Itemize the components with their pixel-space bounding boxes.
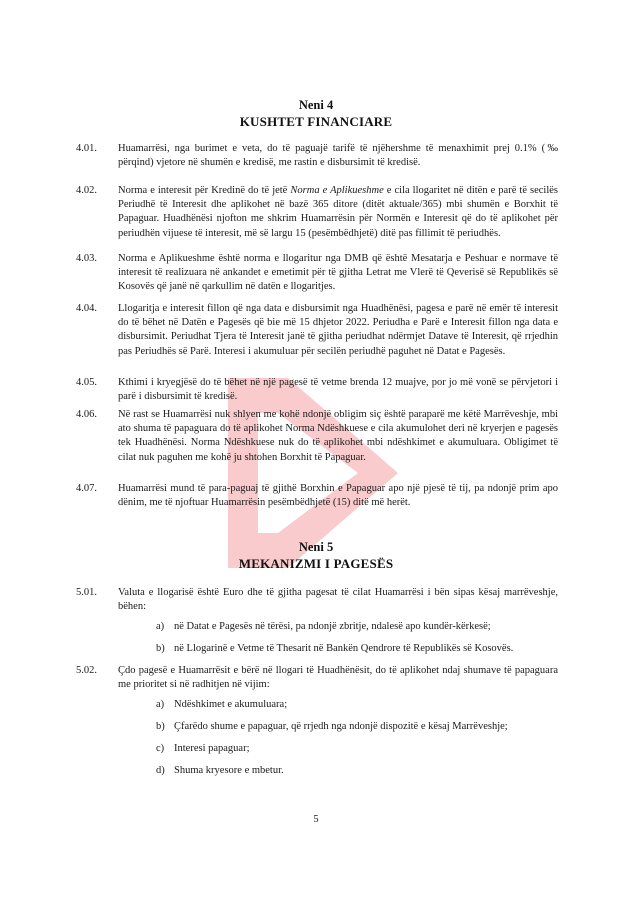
list-item: në Datat e Pagesës në tërësi, pa ndonjë zbritje, ndalesë apo kundër-kërkesë; [174, 621, 491, 632]
clause-text: Norma e interesit për Kredinë do të jetë Norma e Aplikueshme e cila llogaritet në ditën e parë të secilës Periudhë të Interesit dhe aplikohet në bazë 365 ditore (ditët aktuale/365) mbi shumën e Borxhit të Papaguar. Huadhënësi njofton me shkrim Huamarrësin për Normën e Interesit që do të aplikohet për periudhën vijuese të interesit, më së largu 15 (pesëmbëdhjetë) ditë pas fillimit të periudhës. [118, 185, 559, 239]
article-5-number: Neni 5 [298, 540, 334, 554]
list-item: Çfarëdo shume e papaguar, që rrjedh nga ndonjë dispozitë e kësaj Marrëveshje; [174, 721, 508, 732]
clause-text: Në rast se Huamarrësi nuk shlyen me kohë ndonjë obligim siç është paraparë me këtë Marrëveshje, mbi ato shuma të papaguara do të aplikohet Norma Ndëshkuese e cila akumulohet deri në kryerjen e pagesës tek Huadhënësi. Norma Ndëshkuese nuk do të aplikohet mbi ndëshkimet e akumuluara. Obligimet të cilat nuk paguhen me kohë ju shtohen Borxhit të Papaguar. [118, 409, 558, 463]
clause-number: 4.07. [76, 483, 97, 494]
list-item-letter: d) [156, 765, 165, 776]
clause-number: 4.03. [76, 253, 97, 264]
clause-text: Huamarrësi mund të para-paguaj të gjithë Borxhin e Papaguar apo një pjesë të tij, pa ndonjë prim apo dënim, me të njoftuar Huamarrësin pesëmbëdhjetë (15) ditë më herët. [118, 483, 558, 509]
clause-number: 4.02. [76, 185, 97, 196]
clause-number: 4.06. [76, 409, 97, 420]
list-item-letter: b) [156, 643, 165, 654]
clause-text: Valuta e llogarisë është Euro dhe të gjitha pagesat të cilat Huamarrësi i bën sipas kësaj marrëveshje, bëhen: [118, 587, 558, 613]
clause-number: 5.01. [76, 587, 97, 598]
clause-text: Llogaritja e interesit fillon që nga data e disbursimit nga Huadhënësi, pagesa e parë në emër të interesit do të bëhet në Datën e Pagesës që bie më 15 dhjetor 2022. Periudha e Parë e Interesit fillon nga data e disbursimit. Periudhat Tjera të Interesit janë të gjitha periudhat ndërmjet Datave të Interesit, që rrjedhin pas Periudhës së Parë. Interesi i akumuluar për secilën periudhë paguhet në Datat e Pagesës. [118, 303, 558, 357]
list-item-letter: b) [156, 721, 165, 732]
list-item: Shuma kryesore e mbetur. [174, 765, 284, 776]
clause-text: Huamarrësi, nga burimet e veta, do të paguajë tarifë të njëhershme të menaxhimit prej 0.1% (‰ përqind) vjetore në shumën e kredisë, me rastin e disbursimit të kredisë. [118, 143, 558, 169]
clause-text: Kthimi i kryegjësë do të bëhet në një pagesë të vetme brenda 12 muajve, por jo më vonë se përvjetori i parë i disbursimit të kredisë. [118, 377, 558, 403]
list-item-letter: a) [156, 621, 165, 632]
list-item: Interesi papaguar; [174, 743, 250, 754]
list-item: Ndëshkimet e akumuluara; [174, 699, 288, 710]
clause-number: 5.02. [76, 665, 97, 676]
clause-number: 4.04. [76, 303, 97, 314]
article-4-number: Neni 4 [298, 98, 334, 112]
list-item-letter: a) [156, 699, 165, 710]
clause-text: Norma e Aplikueshme është norma e llogaritur nga DMB që është Mesatarja e Peshuar e normave të interesit të realizuara në ankandet e emetimit për të gjitha Letrat me Vlerë të Qeverisë së Republikës së Kosovës që janë në qarkullim në datën e llogaritjes. [118, 253, 558, 293]
clause-text: Çdo pagesë e Huamarrësit e bërë në llogari të Huadhënësit, do të aplikohet ndaj shumave të papaguara me prioritet si në radhitjen në vijim: [118, 665, 558, 691]
list-item-letter: c) [156, 743, 165, 754]
clause-number: 4.05. [76, 377, 97, 388]
page-number: 5 [313, 814, 319, 825]
article-4-title: KUSHTET FINANCIARE [239, 114, 393, 129]
list-item: në Llogarinë e Vetme të Thesarit në Bankën Qendrore të Republikës së Kosovës. [174, 643, 514, 654]
defined-term: Norma e Aplikueshme [290, 185, 384, 196]
clause-number: 4.01. [76, 143, 97, 154]
article-5-title: MEKANIZMI I PAGESËS [238, 556, 394, 571]
